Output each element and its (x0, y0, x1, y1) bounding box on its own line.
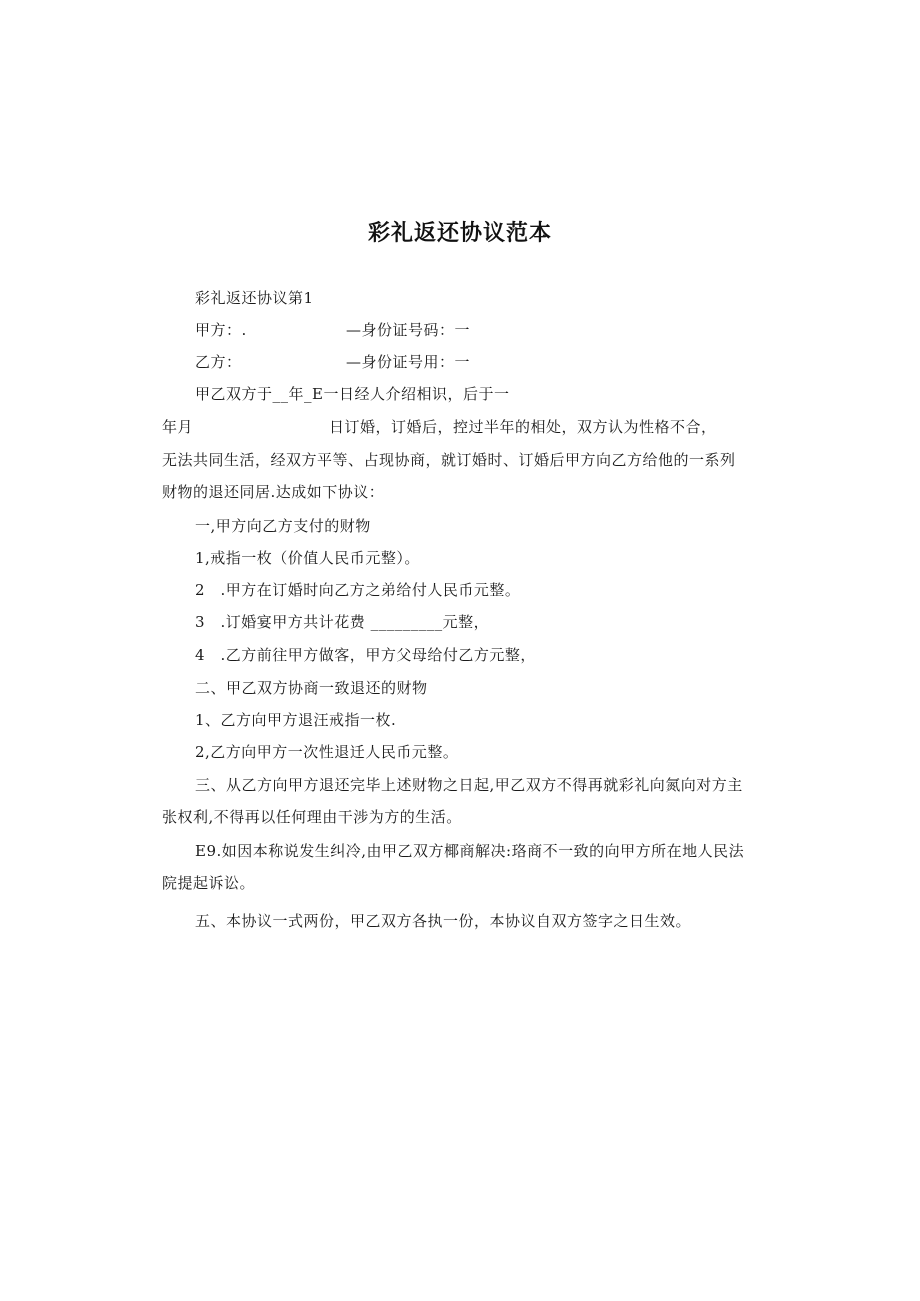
section-1-item-4: 4 .乙方前往甲方做客，甲方父母给付乙方元整， (195, 646, 536, 664)
party-a-label: 甲方：. (195, 321, 247, 339)
intro-line-3: 无法共同生活，经双方平等、占现协商，就订婚时、订婚后甲方向乙方给他的一系列 (162, 451, 736, 469)
party-a-id-label: —身份证号码：一 (346, 321, 471, 339)
section-3-line-2: 张权利,不得再以任何理由干涉为方的生活。 (162, 808, 462, 826)
section-2-heading: 二、甲乙双方协商一致退还的财物 (195, 679, 428, 697)
section-3-line-1: 三、从乙方向甲方退还完毕上述财物之日起,甲乙双方不得再就彩礼向氮向对方主 (195, 776, 743, 794)
section-2-item-1: 1、乙方向甲方退汪戒指一枚. (195, 711, 397, 729)
intro-line-2-right: 日订婚，订婚后，控过半年的相处，双方认为性格不合， (329, 418, 717, 436)
agreement-subtitle: 彩礼返还协议第1 (195, 289, 314, 307)
intro-line-4: 财物的退还同居.达成如下协议： (162, 483, 385, 501)
section-1-heading: 一,甲方向乙方支付的财物 (195, 517, 371, 535)
party-b-label: 乙方： (195, 353, 242, 371)
section-2-item-2: 2,乙方向甲方一次性退迁人民币元整。 (195, 743, 459, 761)
section-4-line-1: E9.如因本称说发生纠冷,由甲乙双方椰商解决:珞商不一致的向甲方所在地人民法 (195, 842, 745, 860)
intro-line-1: 甲乙双方于__年_E一日经人介绍相识，后于一 (195, 385, 510, 403)
party-b-id-label: —身份证号用：一 (346, 353, 471, 371)
section-1-item-2: 2 .甲方在订婚时向乙方之弟给付人民币元整。 (195, 581, 521, 599)
intro-line-2-left: 年月 (162, 418, 194, 436)
document-title: 彩礼返还协议范本 (367, 221, 552, 246)
section-1-item-3: 3 .订婚宴甲方共计花费 _________元整， (195, 613, 490, 631)
section-5-line-1: 五、本协议一式两份，甲乙双方各执一份，本协议自双方签字之日生效。 (195, 912, 692, 930)
section-1-item-1: 1,戒指一枚（价值人民币元整）。 (195, 549, 420, 567)
section-4-line-2: 院提起诉讼。 (162, 874, 256, 892)
